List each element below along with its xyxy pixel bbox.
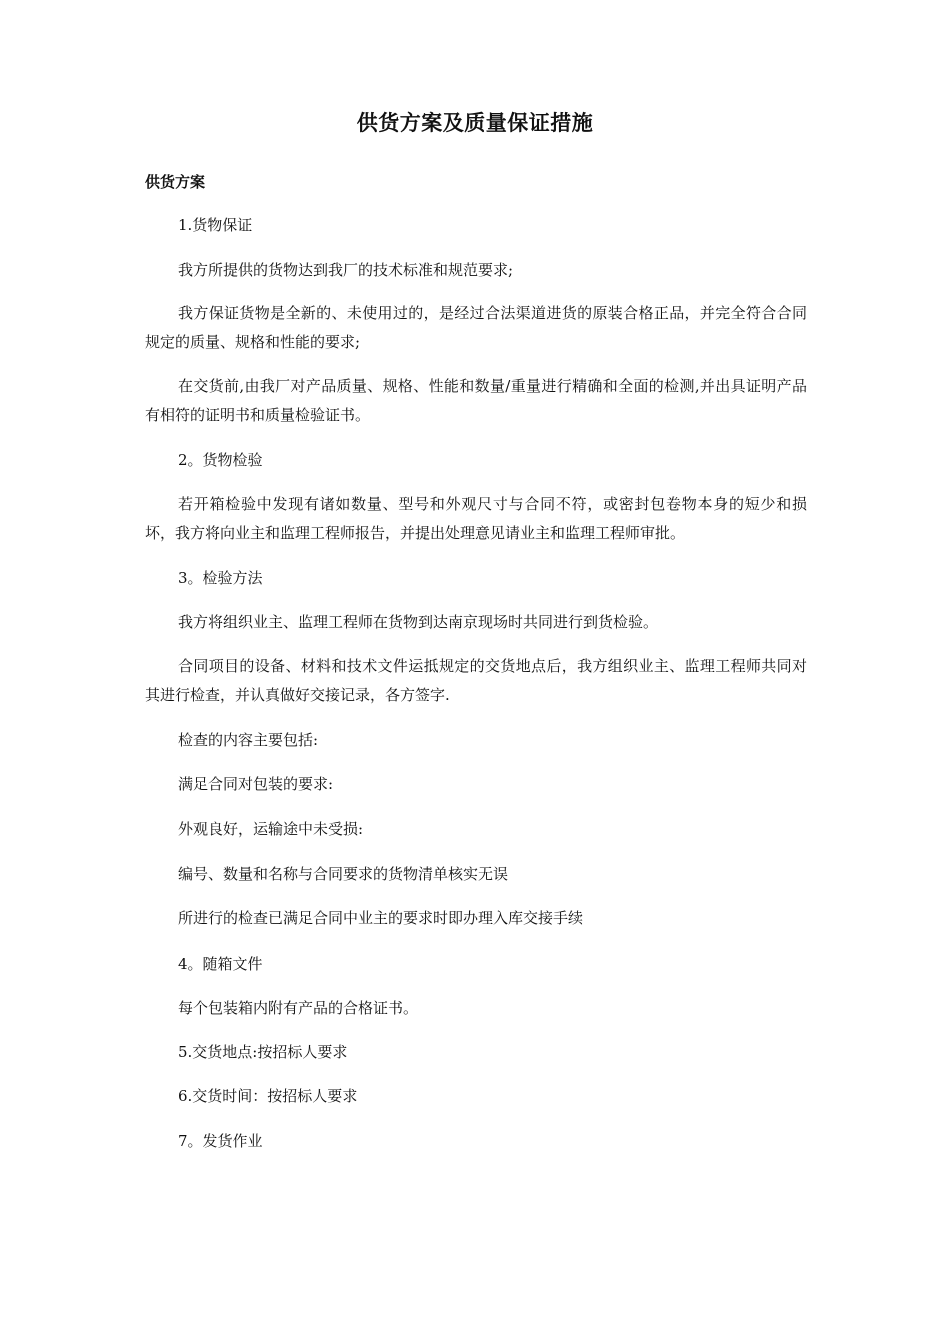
paragraph: 外观良好，运输途中未受损: [178,820,364,838]
paragraph: 每个包装箱内附有产品的合格证书。 [178,999,419,1017]
document-title: 供货方案及质量保证措施 [356,110,594,135]
paragraph: 合同项目的设备、材料和技术文件运抵规定的交货地点后，我方组织业主、监理工程师共同对其进行检查，并认真做好交接记录，各方签字. [145,657,807,704]
paragraph-item-4-heading: 4。随箱文件 [178,955,263,973]
paragraph-item-6: 6.交货时间：按招标人要求 [178,1087,358,1105]
paragraph-item-3-heading: 3。检验方法 [178,569,263,587]
paragraph: 我方保证货物是全新的、未使用过的，是经过合法渠道进货的原装合格正品，并完全符合合同规定的质量、规格和性能的要求; [145,304,807,351]
paragraph: 编号、数量和名称与合同要求的货物清单核实无误 [178,865,509,883]
paragraph-item-1-heading: 1.货物保证 [178,216,253,234]
paragraph-item-5: 5.交货地点:按招标人要求 [178,1043,348,1061]
paragraph-item-7-heading: 7。发货作业 [178,1132,263,1150]
section-heading: 供货方案 [145,173,206,191]
paragraph: 检查的内容主要包括: [178,731,319,749]
paragraph: 我方所提供的货物达到我厂的技术标准和规范要求; [178,261,514,279]
paragraph: 在交货前,由我厂对产品质量、规格、性能和数量/重量进行精确和全面的检测,并出具证明产品有相符的证明书和质量检验证书。 [145,377,807,424]
paragraph: 所进行的检查已满足合同中业主的要求时即办理入库交接手续 [178,909,584,927]
paragraph: 满足合同对包装的要求: [178,775,334,793]
paragraph: 我方将组织业主、监理工程师在货物到达南京现场时共同进行到货检验。 [178,613,659,631]
paragraph-item-2-heading: 2。货物检验 [178,451,263,469]
paragraph: 若开箱检验中发现有诸如数量、型号和外观尺寸与合同不符，或密封包卷物本身的短少和损坏，我方将向业主和监理工程师报告，并提出处理意见请业主和监理工程师审批。 [145,495,807,542]
